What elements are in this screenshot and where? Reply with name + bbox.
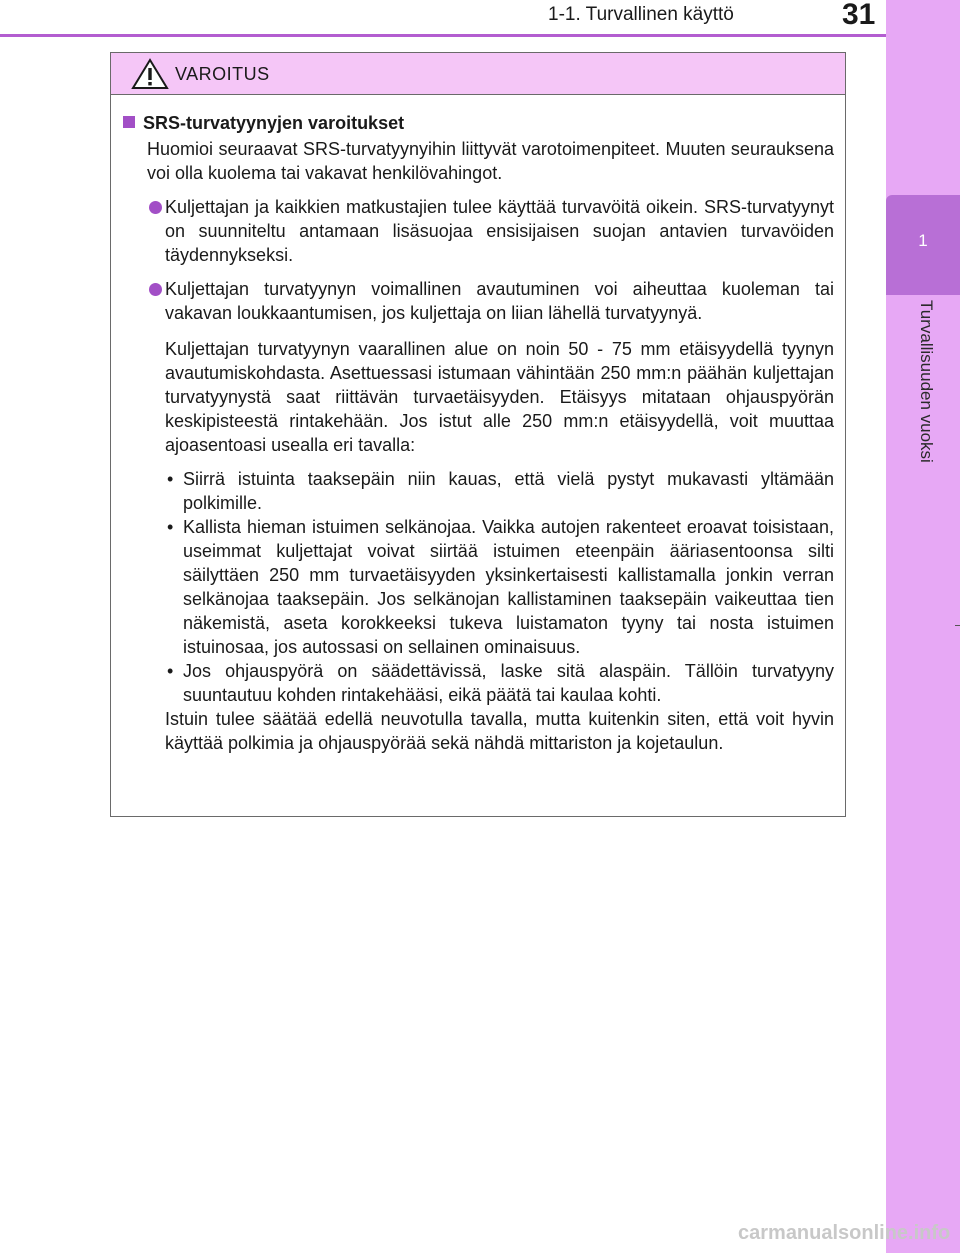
side-band: [886, 0, 960, 1253]
warning-heading-text: SRS-turvatyynyjen varoitukset: [143, 113, 405, 133]
dot-bullet-icon: •: [167, 517, 174, 537]
warning-header: [111, 53, 845, 95]
list-item: [121, 659, 834, 707]
list-item: [121, 467, 834, 515]
list-item-text: Siirrä istuinta taaksepäin niin kauas, että vielä pystyt mukavasti yltämään polkimille.: [183, 469, 834, 513]
bullet-text: Kuljettajan ja kaikkien matkustajien tulee käyttää turvavöitä oikein. SRS-turvatyynyt on suunniteltu antamaan lisäsuojaa ensisijaisen suojan antavien turvavöiden täydennykseksi.: [165, 197, 834, 265]
dot-bullet-icon: •: [167, 661, 174, 681]
warning-triangle-icon: [131, 58, 169, 90]
list-item-text: Kallista hieman istuimen selkänojaa. Vaikka autojen rakenteet eroavat toisistaan, useimmat kuljettajat voivat siirtää istuimen eteenpäin ääriasentoonsa silti säilyttäen 250 mm turvaetäisyyden yksinkertaisesti kallistamalla jonkin verran selkänojaa taaksepäin. Jos selkänojan kallistaminen taaksepäin vaikeuttaa tien näkemistä, aseta korokkeeksi tukeva luistamaton tyyny tai nosta istuimen istuinosaa, jos autossasi on sellainen ominaisuus.: [183, 517, 834, 657]
bullet-text: Kuljettajan turvatyynyn voimallinen avautuminen voi aiheuttaa kuoleman tai vakavan loukkaantumisen, jos kuljettaja on liian lähellä turvatyynyä.: [165, 279, 834, 323]
circle-bullet-icon: [149, 283, 162, 296]
square-bullet-icon: [123, 116, 135, 128]
warning-title: VAROITUS: [175, 64, 270, 84]
dash-list: [121, 467, 834, 707]
chapter-number: 1: [918, 231, 928, 250]
bullet-item: [121, 277, 834, 325]
page-number: 31: [842, 0, 876, 31]
bullet-item: [121, 195, 834, 267]
warning-intro: Huomioi seuraavat SRS-turvatyynyihin liittyvät varotoimenpiteet. Muuten seurauksena voi olla kuolema tai vakavat henkilövahingot.: [147, 139, 834, 183]
warning-box: [110, 52, 846, 817]
chapter-tab[interactable]: [886, 195, 960, 295]
circle-bullet-icon: [149, 201, 162, 214]
watermark: carmanualsonline.info: [738, 1222, 951, 1244]
header-rule: [0, 34, 886, 37]
distance-paragraph: Kuljettajan turvatyynyn vaarallinen alue on noin 50 - 75 mm etäisyydellä tyynyn avautumiskohdasta. Asettuessasi istumaan vähintään 250 mm:n päähän kuljettajan turvatyynystä saat riittävän turvaetäisyyden. Etäisyys mitataan ohjauspyörän keskipisteestä rintakehään. Jos istut alle 250 mm:n etäisyydellä, voit muuttaa ajoasentoasi usealla eri tavalla:: [165, 339, 834, 455]
closing-paragraph: Istuin tulee säätää edellä neuvotulla tavalla, mutta kuitenkin siten, että voit hyvin käyttää polkimia ja ohjauspyörää sekä nähdä mittariston ja kojetaulun.: [165, 709, 834, 753]
list-item-text: Jos ohjauspyörä on säädettävissä, laske sitä alaspäin. Tällöin turvatyyny suuntautuu kohden rintakehääsi, eikä päätä tai kaulaa kohti.: [183, 661, 834, 705]
side-tick-mark: [955, 625, 960, 626]
dot-bullet-icon: •: [167, 469, 174, 489]
section-title: 1-1. Turvallinen käyttö: [548, 4, 734, 25]
warning-content: [111, 111, 844, 755]
warning-heading: [121, 111, 834, 135]
chapter-name: Turvallisuuden vuoksi: [917, 300, 936, 463]
list-item: [121, 515, 834, 659]
